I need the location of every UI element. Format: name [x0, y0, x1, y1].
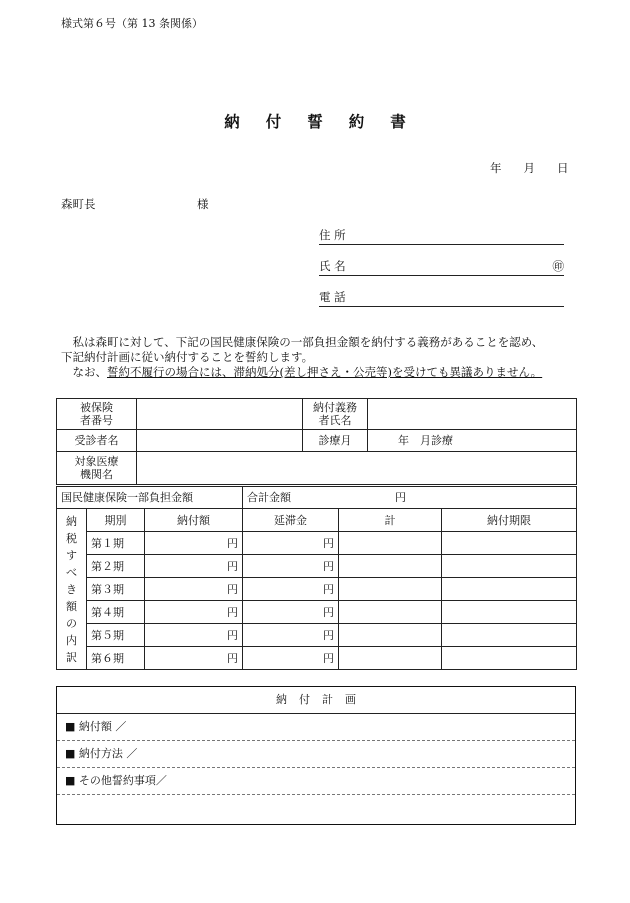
total-cell[interactable]	[339, 647, 442, 670]
amount-cell[interactable]: 円	[145, 555, 243, 578]
side-label-char: の	[66, 616, 77, 630]
total-cell[interactable]	[339, 601, 442, 624]
amount-cell[interactable]: 円	[145, 624, 243, 647]
amount-cell[interactable]: 円	[145, 601, 243, 624]
late-fee-cell[interactable]: 円	[243, 532, 339, 555]
deadline-cell[interactable]	[442, 647, 577, 670]
amount-cell[interactable]: 円	[145, 532, 243, 555]
table-row	[57, 624, 577, 647]
deadline-cell[interactable]	[442, 624, 577, 647]
side-label-char: 訳	[66, 650, 77, 664]
period-label: 第２期	[87, 555, 145, 578]
breakdown-table	[56, 508, 577, 670]
payment-plan-title: 納付計画	[57, 687, 575, 714]
page-title: 納付誓約書	[224, 112, 432, 131]
side-label-char: 額	[66, 599, 77, 613]
amount-cell[interactable]: 円	[145, 647, 243, 670]
deadline-cell[interactable]	[442, 601, 577, 624]
burden-label: 国民健康保険一部負担金額	[57, 487, 243, 509]
table-row	[57, 647, 577, 670]
phone-label: 電 話	[319, 290, 346, 304]
info-table	[56, 398, 577, 485]
period-label: 第６期	[87, 647, 145, 670]
total-cell[interactable]	[339, 578, 442, 601]
side-label-char: す	[66, 548, 77, 562]
period-label: 第３期	[87, 578, 145, 601]
total-field[interactable]	[243, 487, 577, 509]
name-label: 氏 名	[319, 259, 346, 273]
plan-item-amount[interactable]: ■ 納付額 ／	[57, 714, 575, 741]
statement-line-3-underlined: 誓約不履行の場合には、滞納処分(差し押さえ・公売等)を受けても異議ありません。	[107, 365, 543, 379]
amount-cell[interactable]: 円	[145, 578, 243, 601]
table-row	[57, 555, 577, 578]
deadline-cell[interactable]	[442, 532, 577, 555]
institution-field[interactable]	[137, 452, 577, 485]
plan-item-method[interactable]: ■ 納付方法 ／	[57, 741, 575, 768]
payment-plan	[56, 686, 576, 825]
statement-text	[61, 335, 543, 380]
late-fee-cell[interactable]: 円	[243, 624, 339, 647]
total-label: 合計金額	[247, 491, 291, 504]
patient-field[interactable]	[137, 430, 303, 452]
date-month: 月	[523, 161, 535, 175]
phone-field[interactable]	[319, 289, 564, 307]
patient-label: 受診者名	[57, 430, 137, 452]
address-field[interactable]	[319, 227, 564, 245]
deadline-cell[interactable]	[442, 578, 577, 601]
seal-mark: ㊞	[552, 259, 564, 273]
table-row	[57, 532, 577, 555]
total-cell[interactable]	[339, 555, 442, 578]
date-day: 日	[557, 161, 569, 175]
payer-name-field[interactable]	[368, 399, 577, 430]
side-label-char: べ	[66, 565, 77, 579]
header-amount: 納付額	[145, 509, 243, 532]
treatment-month-label: 診療月	[303, 430, 368, 452]
period-label: 第５期	[87, 624, 145, 647]
insured-number-field[interactable]	[137, 399, 303, 430]
table-row	[57, 601, 577, 624]
late-fee-cell[interactable]: 円	[243, 555, 339, 578]
statement-line-1: 私は森町に対して、下記の国民健康保険の一部負担金額を納付する義務があることを認め、	[61, 335, 544, 349]
statement-line-3-prefix: なお、	[61, 365, 107, 379]
side-label-char: き	[66, 582, 77, 596]
side-label-char: 納	[66, 514, 77, 528]
total-unit: 円	[395, 491, 406, 504]
table-row	[57, 578, 577, 601]
deadline-cell[interactable]	[442, 555, 577, 578]
breakdown-side-label	[57, 509, 87, 670]
late-fee-cell[interactable]: 円	[243, 578, 339, 601]
total-cell[interactable]	[339, 532, 442, 555]
period-label: 第４期	[87, 601, 145, 624]
honorific: 様	[197, 197, 209, 211]
statement-line-2: 下記納付計画に従い納付することを誓約します。	[61, 350, 314, 364]
period-label: 第１期	[87, 532, 145, 555]
statement-line-3	[61, 365, 543, 380]
plan-item-other[interactable]: ■ その他誓約事項／	[57, 768, 575, 795]
plan-item-blank[interactable]	[57, 795, 575, 821]
side-label-char: 税	[66, 531, 77, 545]
late-fee-cell[interactable]: 円	[243, 601, 339, 624]
treatment-month-field[interactable]: 年 月診療	[368, 430, 577, 452]
form-reference: 様式第６号（第 13 条関係）	[61, 17, 203, 30]
late-fee-cell[interactable]: 円	[243, 647, 339, 670]
header-late-fee: 延滞金	[243, 509, 339, 532]
insured-number-label: 被保険 者番号	[57, 399, 137, 430]
total-cell[interactable]	[339, 624, 442, 647]
date-year: 年	[490, 161, 502, 175]
name-field[interactable]	[319, 258, 564, 276]
address-label: 住 所	[319, 228, 346, 242]
date-line	[490, 160, 569, 176]
header-total: 計	[339, 509, 442, 532]
payer-name-label: 納付義務 者氏名	[303, 399, 368, 430]
institution-label: 対象医療 機関名	[57, 452, 137, 485]
header-deadline: 納付期限	[442, 509, 577, 532]
header-period: 期別	[87, 509, 145, 532]
burden-table	[56, 486, 577, 509]
addressee: 森町長	[61, 197, 96, 211]
side-label-char: 内	[66, 633, 77, 647]
